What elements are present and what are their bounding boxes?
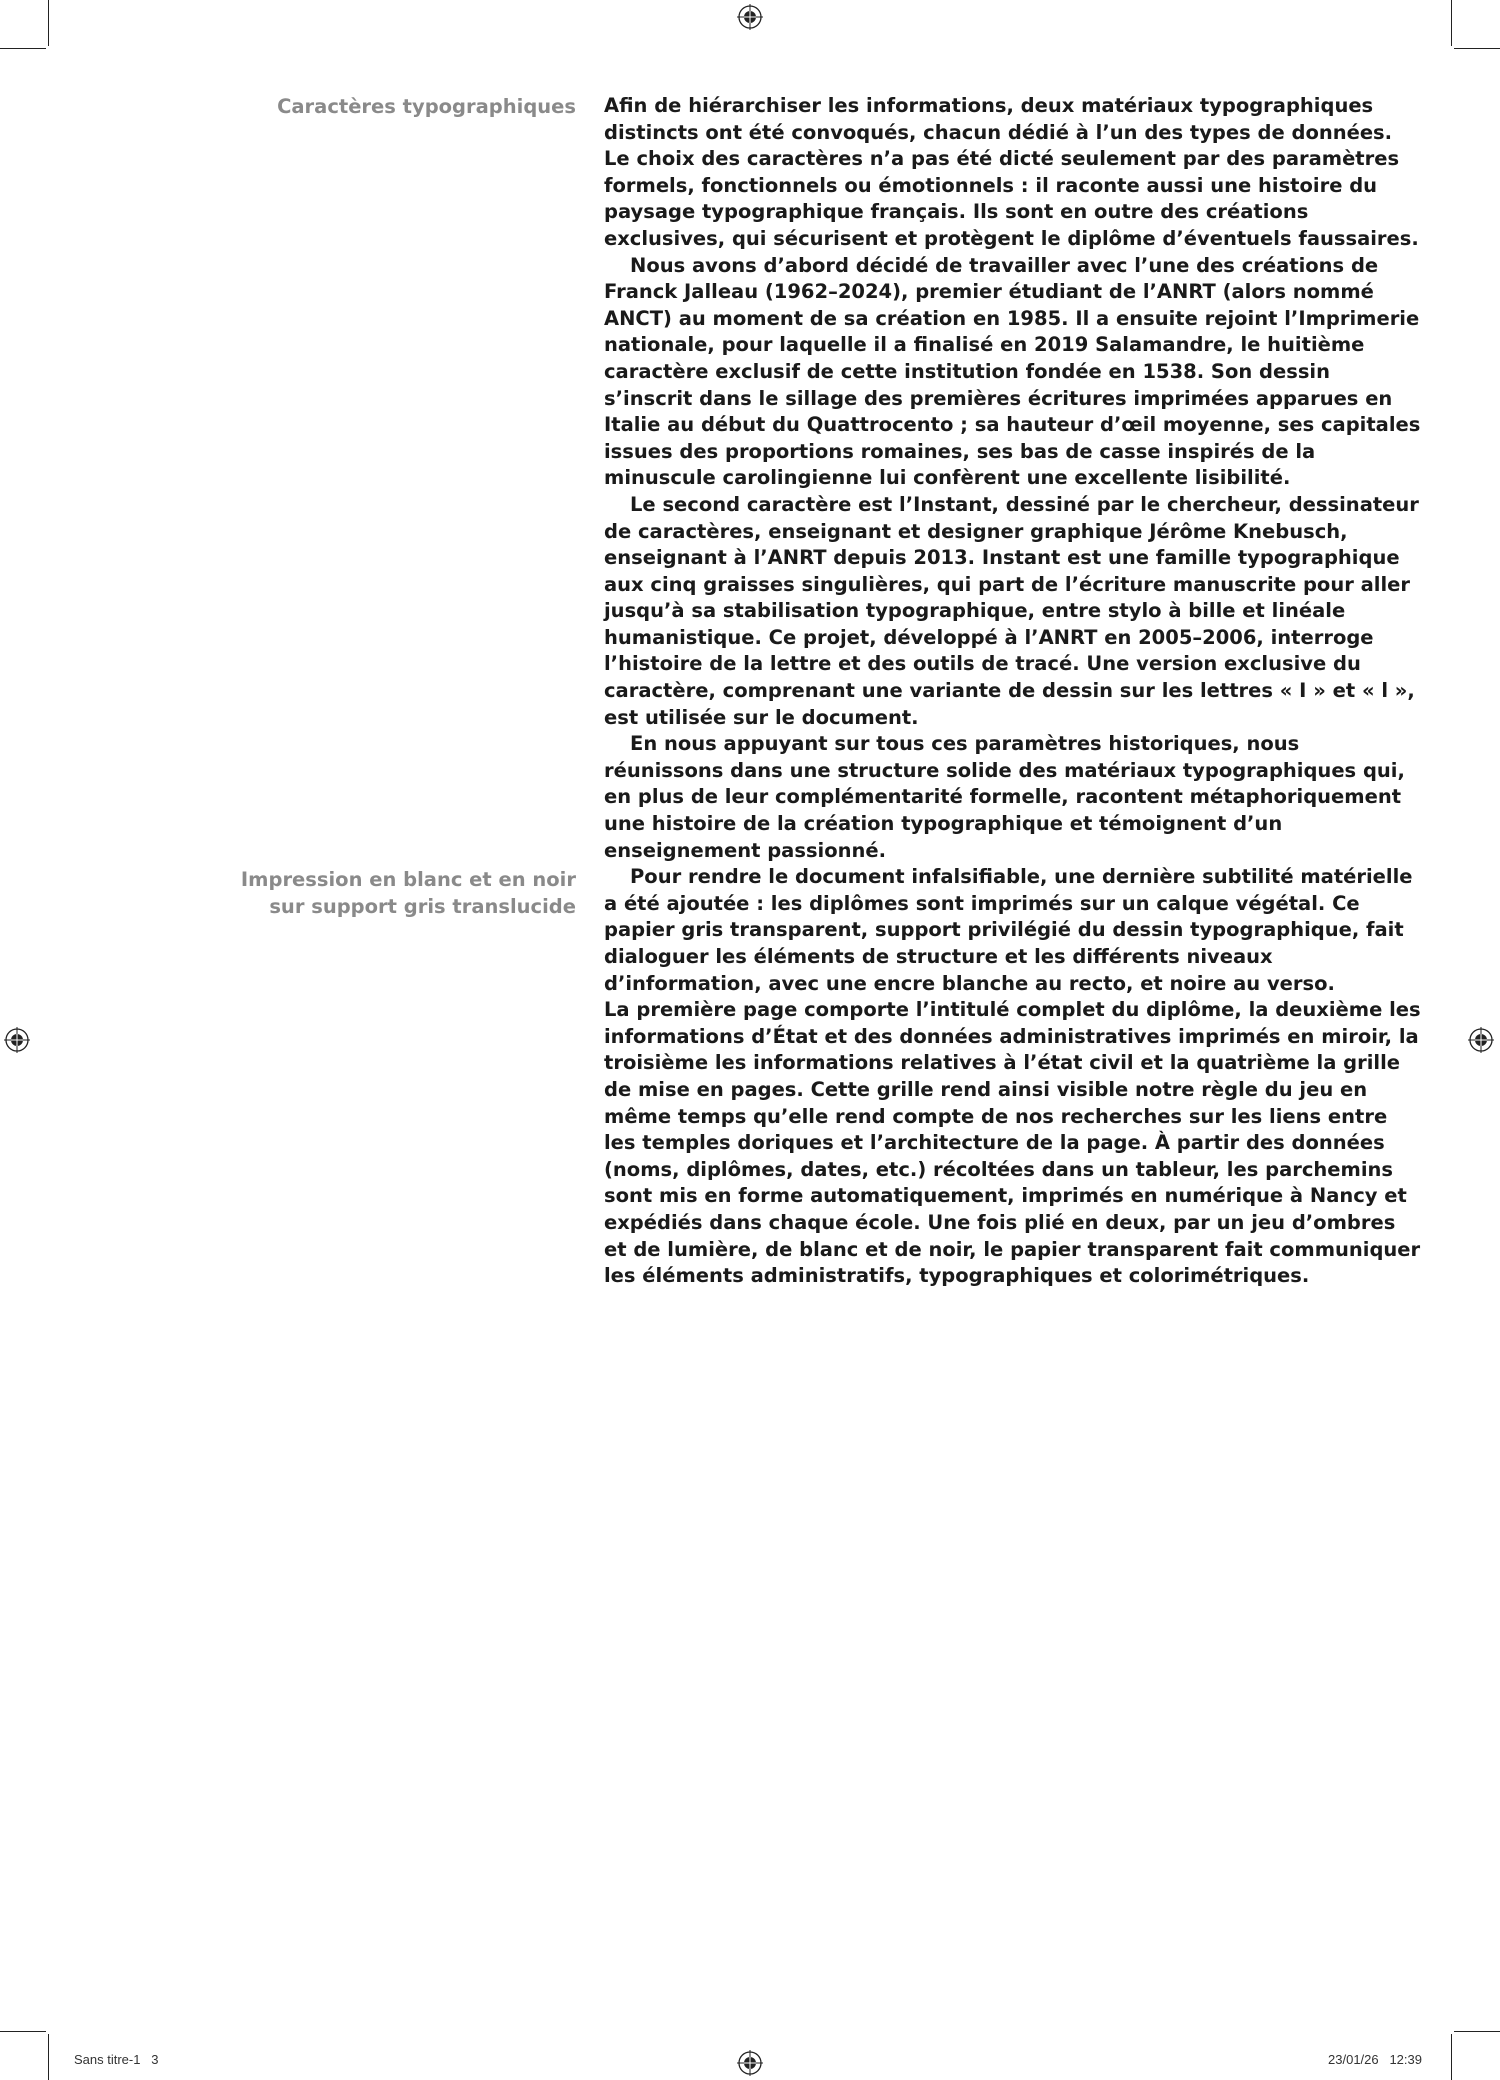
- registration-mark-icon: [737, 2050, 763, 2076]
- registration-mark-icon: [4, 1027, 30, 1053]
- section-heading: [200, 867, 576, 920]
- crop-mark: [1454, 48, 1500, 49]
- body-text-column: [604, 93, 1424, 1290]
- crop-mark: [48, 0, 49, 46]
- paragraph: Pour rendre le document infalsifiable, une dernière subtilité matérielle a été ajoutée : les diplômes sont imprimés sur un calque végétal. Ce papier gris transparent, support privilégié du dessin typographique, fait dialoguer les éléments de structure et les différents niveaux d’information, avec une encre blanche au recto, et noire au verso.: [604, 865, 1413, 995]
- crop-mark: [0, 48, 46, 49]
- paragraph: Le second caractère est l’Instant, dessiné par le chercheur, dessinateur de caractères, enseignant et designer graphique Jérôme Knebusch, enseignant à l’ANRT depuis 2013. Instant est une famille typographique aux cinq graisses singulières, qui part de l’écriture manuscrite pour aller jusqu’à sa stabilisation typographique, entre stylo à bille et linéale humanistique. Ce projet, développé à l’ANRT en 2005–2006, interroge l’histoire de la lettre et des outils de tracé. Une version exclusive du caractère, comprenant une variante de dessin sur les lettres « I » et « l », est utilisée sur le document.: [604, 492, 1419, 729]
- section-heading-line: Impression en blanc et en noir: [240, 868, 576, 891]
- section-heading-line: sur support gris translucide: [269, 894, 576, 918]
- registration-mark-icon: [1468, 1027, 1494, 1053]
- crop-mark: [48, 2034, 49, 2080]
- paragraph: Afin de hiérarchiser les informations, deux matériaux typographiques distincts ont été convoqués, chacun dédié à l’un des types de données. Le choix des caractères n’a pas été dicté seulement par des paramètres formels, fonctionnels ou émotionnels : il raconte aussi une histoire du paysage typographique français. Ils sont en outre des créations exclusives, qui sécurisent et protègent le diplôme d’éventuels faussaires.: [604, 94, 1419, 250]
- paragraph: En nous appuyant sur tous ces paramètres historiques, nous réunissons dans une structure solide des matériaux typographiques qui, en plus de leur complémentarité formelle, racontent métaphoriquement une histoire de la création typographique et témoignent d’un enseignement passionné.: [604, 732, 1405, 862]
- crop-mark: [1454, 2031, 1500, 2032]
- footer-slug-right: 23/01/26 12:39: [1328, 2052, 1422, 2067]
- crop-mark: [1451, 2034, 1452, 2080]
- paragraph: Nous avons d’abord décidé de travailler avec l’une des créations de Franck Jalleau (1962–2024), premier étudiant de l’ANRT (alors nommé ANCT) au moment de sa création en 1985. Il a ensuite rejoint l’Imprimerie nationale, pour laquelle il a finalisé en 2019 Salamandre, le huitième caractère exclusif de cette institution fondée en 1538. Son dessin s’inscrit dans le sillage des premières écritures imprimées apparues en Italie au début du Quattrocento ; sa hauteur d’œil moyenne, ses capitales issues des proportions romaines, ses bas de casse inspirés de la minuscule carolingienne lui confèrent une excellente lisibilité.: [604, 253, 1421, 490]
- registration-mark-icon: [737, 4, 763, 30]
- section-heading: [200, 94, 576, 121]
- crop-mark: [0, 2031, 46, 2032]
- section-heading-line: Caractères typographiques: [277, 95, 576, 118]
- footer-slug-left: Sans titre-1 3: [74, 2052, 159, 2067]
- crop-mark: [1451, 0, 1452, 46]
- paragraph: La première page comporte l’intitulé complet du diplôme, la deuxième les informations d’État et des données administratives imprimés en miroir, la troisième les informations relatives à l’état civil et la quatrième la grille de mise en pages. Cette grille rend ainsi visible notre règle du jeu en même temps qu’elle rend compte de nos recherches sur les liens entre les temples doriques et l’architecture de la page. À partir des données (noms, diplômes, dates, etc.) récoltées dans un tableur, les parchemins sont mis en forme automatiquement, imprimés en numérique à Nancy et expédiés dans chaque école. Une fois plié en deux, par un jeu d’ombres et de lumière, de blanc et de noir, le papier transparent fait communiquer les éléments administratifs, typographiques et colorimétriques.: [604, 998, 1421, 1288]
